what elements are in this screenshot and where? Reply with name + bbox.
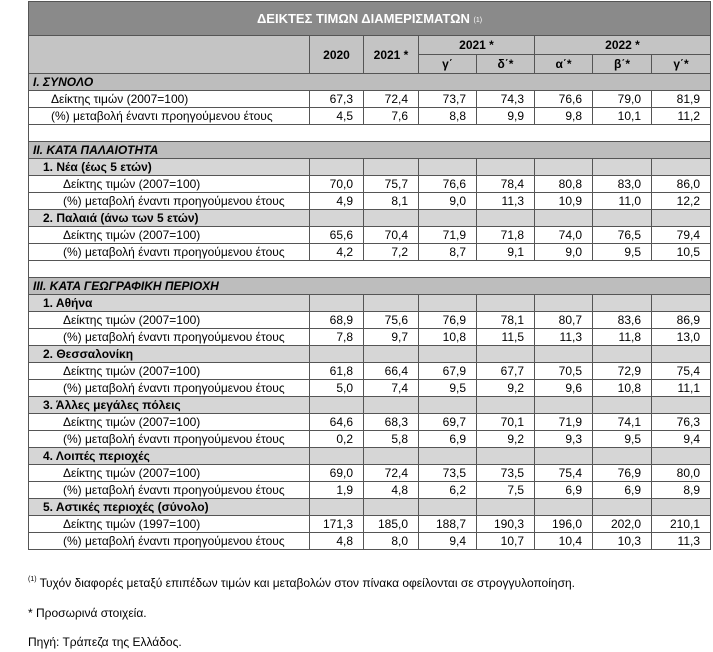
spacer-row [29,125,711,142]
change-row-label: (%) μεταβολή έναντι προηγούμενου έτους [29,533,310,550]
index-value: 73,5 [477,465,535,482]
index-value: 80,7 [535,312,593,329]
index-value: 78,4 [477,176,535,193]
index-value: 80,8 [535,176,593,193]
change-value: 4,2 [310,244,364,261]
change-value: 6,2 [419,482,477,499]
index-value: 70,4 [364,227,419,244]
change-row-label: (%) μεταβολή έναντι προηγούμενου έτους [29,482,310,499]
change-value: 9,9 [477,108,535,125]
index-value: 68,3 [364,414,419,431]
change-value: 9,0 [419,193,477,210]
index-value: 65,6 [310,227,364,244]
index-value: 71,9 [535,414,593,431]
index-value: 70,1 [477,414,535,431]
header-2020: 2020 [310,36,364,74]
index-value: 76,6 [419,176,477,193]
header-2022-q3: γ΄* [652,55,711,74]
index-value: 61,8 [310,363,364,380]
index-value: 76,9 [593,465,652,482]
change-value: 9,2 [477,431,535,448]
index-value: 76,3 [652,414,711,431]
change-value: 10,9 [535,193,593,210]
index-value: 74,3 [477,91,535,108]
index-value: 74,1 [593,414,652,431]
change-value: 9,0 [535,244,593,261]
index-value: 69,7 [419,414,477,431]
index-value: 83,6 [593,312,652,329]
index-value: 67,7 [477,363,535,380]
index-value: 73,5 [419,465,477,482]
change-value: 7,6 [364,108,419,125]
index-value: 190,3 [477,516,535,533]
change-value: 10,8 [593,380,652,397]
index-value: 75,4 [652,363,711,380]
index-value: 70,0 [310,176,364,193]
change-value: 5,8 [364,431,419,448]
change-value: 9,7 [364,329,419,346]
change-value: 8,0 [364,533,419,550]
index-value: 74,0 [535,227,593,244]
change-value: 1,9 [310,482,364,499]
index-value: 69,0 [310,465,364,482]
index-row-label: Δείκτης τιμών (2007=100) [29,363,310,380]
subsection-other: 4. Λοιπές περιοχές [29,448,310,465]
index-value: 66,4 [364,363,419,380]
change-value: 6,9 [535,482,593,499]
index-value: 76,6 [535,91,593,108]
change-value: 7,4 [364,380,419,397]
index-row-label: Δείκτης τιμών (2007=100) [29,312,310,329]
change-value: 12,2 [652,193,711,210]
section-total-heading: I. ΣΥΝΟΛΟ [29,74,711,91]
change-value: 9,5 [593,431,652,448]
change-value: 0,2 [310,431,364,448]
index-value: 80,0 [652,465,711,482]
footnote-mark: (1) [28,576,37,583]
index-value: 202,0 [593,516,652,533]
index-value: 73,7 [419,91,477,108]
index-value: 171,3 [310,516,364,533]
change-value: 11,5 [477,329,535,346]
change-value: 9,2 [477,380,535,397]
header-2022-q2: β΄* [593,55,652,74]
subsection-old: 2. Παλαιά (άνω των 5 ετών) [29,210,310,227]
change-value: 8,9 [652,482,711,499]
subsection-new: 1. Νέα (έως 5 ετών) [29,159,310,176]
subsection-athens: 1. Αθήνα [29,295,310,312]
index-value: 76,5 [593,227,652,244]
index-value: 75,7 [364,176,419,193]
index-value: 188,7 [419,516,477,533]
index-value: 71,8 [477,227,535,244]
change-value: 7,5 [477,482,535,499]
index-value: 72,4 [364,91,419,108]
change-value: 11,2 [652,108,711,125]
index-value: 72,4 [364,465,419,482]
index-value: 86,0 [652,176,711,193]
change-value: 11,3 [535,329,593,346]
change-value: 9,8 [535,108,593,125]
change-value: 13,0 [652,329,711,346]
index-value: 210,1 [652,516,711,533]
change-row-label: (%) μεταβολή έναντι προηγούμενου έτους [29,431,310,448]
header-group-2021: 2021 * [419,36,535,55]
change-value: 7,2 [364,244,419,261]
change-value: 11,0 [593,193,652,210]
index-value: 79,0 [593,91,652,108]
header-blank [29,36,310,74]
index-row-label: Δείκτης τιμών (2007=100) [29,414,310,431]
change-value: 4,5 [310,108,364,125]
index-value: 79,4 [652,227,711,244]
change-value: 9,1 [477,244,535,261]
change-value: 9,3 [535,431,593,448]
index-value: 67,9 [419,363,477,380]
change-value: 8,8 [419,108,477,125]
change-value: 11,1 [652,380,711,397]
change-row-label: (%) μεταβολή έναντι προηγούμενου έτους [29,108,310,125]
index-value: 72,9 [593,363,652,380]
spacer-row [29,261,711,278]
index-value: 64,6 [310,414,364,431]
header-group-2022: 2022 * [535,36,711,55]
index-value: 83,0 [593,176,652,193]
change-value: 9,5 [593,244,652,261]
footnote-provisional: * Προσωρινά στοιχεία. [28,606,147,620]
change-row-label: (%) μεταβολή έναντι προηγούμενου έτους [29,329,310,346]
index-value: 81,9 [652,91,711,108]
change-value: 9,4 [652,431,711,448]
change-value: 10,8 [419,329,477,346]
change-value: 10,4 [535,533,593,550]
index-value: 185,0 [364,516,419,533]
change-value: 11,3 [652,533,711,550]
change-value: 4,9 [310,193,364,210]
change-row-label: (%) μεταβολή έναντι προηγούμενου έτους [29,380,310,397]
change-value: 10,5 [652,244,711,261]
subsection-big-cities: 3. Άλλες μεγάλες πόλεις [29,397,310,414]
index-value: 75,6 [364,312,419,329]
title-footnote-mark: (1) [473,16,483,24]
section-region-heading: III. ΚΑΤΑ ΓΕΩΓΡΑΦΙΚΗ ΠΕΡΙΟΧΗ [29,278,711,295]
change-value: 9,5 [419,380,477,397]
change-value: 9,4 [419,533,477,550]
index-row-label: Δείκτης τιμών (1997=100) [29,516,310,533]
index-value: 67,3 [310,91,364,108]
price-index-table [28,1,711,550]
index-row-label: Δείκτης τιμών (2007=100) [29,465,310,482]
index-value: 86,9 [652,312,711,329]
header-2021-q4: δ΄* [477,55,535,74]
section-age-heading: II. ΚΑΤΑ ΠΑΛΑΙΟΤΗΤΑ [29,142,711,159]
change-value: 8,7 [419,244,477,261]
header-2022-q1: α΄* [535,55,593,74]
index-value: 68,9 [310,312,364,329]
index-row-label: Δείκτης τιμών (2007=100) [29,227,310,244]
index-value: 75,4 [535,465,593,482]
index-value: 70,5 [535,363,593,380]
change-value: 11,3 [477,193,535,210]
change-value: 5,0 [310,380,364,397]
header-2021: 2021 * [364,36,419,74]
index-value: 196,0 [535,516,593,533]
index-row-label: Δείκτης τιμών (2007=100) [29,176,310,193]
change-value: 6,9 [593,482,652,499]
change-row-label: (%) μεταβολή έναντι προηγούμενου έτους [29,244,310,261]
index-value: 76,9 [419,312,477,329]
change-value: 8,1 [364,193,419,210]
header-2021-q3: γ΄ [419,55,477,74]
index-row-label: Δείκτης τιμών (2007=100) [29,91,310,108]
subsection-urban: 5. Αστικές περιοχές (σύνολο) [29,499,310,516]
change-value: 6,9 [419,431,477,448]
table-title: ΔΕΙΚΤΕΣ ΤΙΜΩΝ ΔΙΑΜΕΡΙΣΜΑΤΩΝ $^{(1)}$ [29,2,711,36]
change-value: 7,8 [310,329,364,346]
change-row-label: (%) μεταβολή έναντι προηγούμενου έτους [29,193,310,210]
index-value: 71,9 [419,227,477,244]
footnote-rounding: $^{(1)}$ Τυχόν διαφορές μεταξύ επιπέδων τιμών και μεταβολών στον πίνακα οφείλονται σε στρογγυλοποίηση. [28,576,575,590]
change-value: 4,8 [364,482,419,499]
change-value: 10,3 [593,533,652,550]
index-value: 78,1 [477,312,535,329]
change-value: 10,7 [477,533,535,550]
change-value: 4,8 [310,533,364,550]
change-value: 11,8 [593,329,652,346]
subsection-thessaloniki: 2. Θεσσαλονίκη [29,346,310,363]
change-value: 9,6 [535,380,593,397]
change-value: 10,1 [593,108,652,125]
footnote-source: Πηγή: Τράπεζα της Ελλάδος. [28,635,182,649]
